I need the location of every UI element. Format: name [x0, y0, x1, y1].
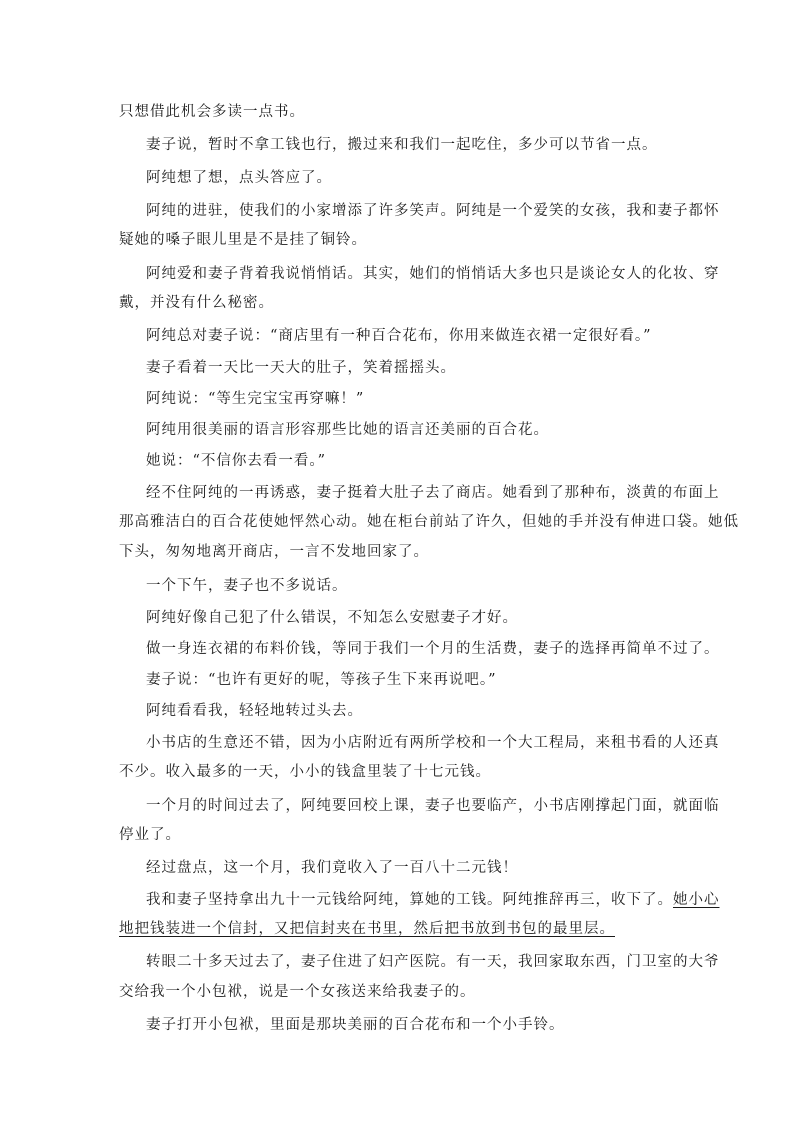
text-line: 停业了。	[119, 827, 181, 843]
text-line: 阿纯总对妻子说：“商店里有一种百合花布，你用来做连衣裙一定很好看。”	[146, 328, 652, 344]
text-line: 只想借此机会多读一点书。	[119, 104, 305, 120]
text-line: 下头，匆匆地离开商店，一言不发地回家了。	[119, 544, 429, 560]
text-line: 妻子说，暂时不拿工钱也行，搬过来和我们一起吃住，多少可以节省一点。	[146, 137, 658, 153]
text-line: 妻子说：“也许有更好的呢，等孩子生下来再说吧。”	[146, 672, 497, 688]
text-segment: 我和妻子坚持拿出九十一元钱给阿纯，算她的工钱。阿纯推辞再三，收下了。	[146, 892, 673, 908]
text-line: 不少。收入最多的一天，小小的钱盒里装了十七元钱。	[119, 764, 491, 780]
text-line: 阿纯爱和妻子背着我说悄悄话。其实，她们的悄悄话大多也只是谈论女人的化妆、穿	[146, 266, 720, 282]
underlined-text: 她小心	[673, 892, 720, 908]
text-line: 阿纯用很美丽的语言形容那些比她的语言还美丽的百合花。	[146, 422, 549, 438]
text-line: 阿纯想了想，点头答应了。	[146, 170, 332, 186]
text-line: 交给我一个小包袱，说是一个女孩送来给我妻子的。	[119, 984, 476, 1000]
text-line: 戴，并没有什么秘密。	[119, 295, 274, 311]
text-line: 阿纯的进驻，使我们的小家增添了许多笑声。阿纯是一个爱笑的女孩，我和妻子都怀	[146, 203, 720, 219]
text-line: 一个月的时间过去了，阿纯要回校上课，妻子也要临产，小书店刚撑起门面，就面临	[146, 798, 720, 814]
text-line: 疑她的嗓子眼儿里是不是挂了铜铃。	[119, 232, 367, 248]
text-line: 经过盘点，这一个月，我们竟收入了一百八十二元钱！	[146, 860, 518, 876]
text-line: 妻子看着一天比一天大的肚子，笑着摇摇头。	[146, 360, 456, 376]
text-line: 转眼二十多天过去了，妻子住进了妇产医院。有一天，我回家取东西，门卫室的大爷	[146, 954, 720, 970]
text-line: 做一身连衣裙的布料价钱，等同于我们一个月的生活费，妻子的选择再简单不过了。	[146, 641, 720, 657]
text-line: 阿纯说：“等生完宝宝再穿嘛！”	[146, 391, 365, 407]
text-line: 她说：“不信你去看一看。”	[146, 453, 327, 469]
text-line: 小书店的生意还不错，因为小店附近有两所学校和一个大工程局，来租书看的人还真	[146, 735, 720, 751]
underlined-text-line: 地把钱装进一个信封，又把信封夹在书里，然后把书放到书包的最里层。	[119, 921, 615, 937]
text-line	[146, 888, 720, 909]
text-line: 阿纯好像自己犯了什么错误，不知怎么安慰妻子才好。	[146, 610, 518, 626]
text-line: 妻子打开小包袱，里面是那块美丽的百合花布和一个小手铃。	[146, 1017, 565, 1033]
text-line: 经不住阿纯的一再诱惑，妻子挺着大肚子去了商店。她看到了那种布，淡黄的布面上	[146, 485, 720, 501]
text-line: 阿纯看看我，轻轻地转过头去。	[146, 703, 363, 719]
text-line: 一个下午，妻子也不多说话。	[146, 578, 348, 594]
text-line: 那高雅洁白的百合花使她怦然心动。她在柜台前站了许久，但她的手并没有伸进口袋。她低	[119, 514, 739, 530]
